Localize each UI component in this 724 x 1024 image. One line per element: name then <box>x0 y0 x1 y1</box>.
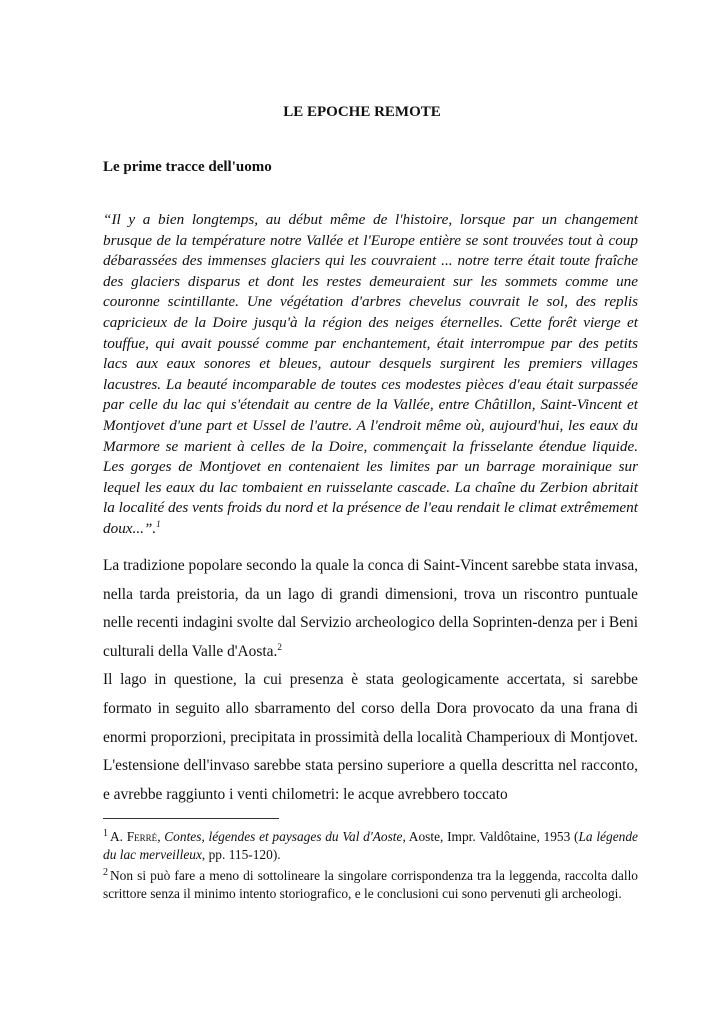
footnote-ref-1[interactable]: 1 <box>156 518 161 529</box>
quotation-text: “Il y a bien longtemps, au début même de l'histoire, lorsque par un changement brusque de la température notre Vallée et l'Europe entière se sont trouvées tout à coup débarassées des immenses glaciers qui les couvraient ... notre terre était toute fraîche des glaciers disparus et dont les restes demeuraient sur les sommets comme une couronne scintillante. Une végétation d'arbres chevelus couvrait le sol, des replis capricieux de la Doire jusqu'à la région des neiges éternelles. Cette forêt vierge et touffue, qui avait poussé comme par enchantement, était interrompue par des petits lacs aux eaux sonores et bleues, autour desquels surgirent les premiers villages lacustres. La beauté incomparable de toutes ces modestes pièces d'eau était surpassée par celle du lac qui s'étendait au centre de la Vallée, entre Châtillon, Saint-Vincent et Montjovet d'une part et Ussel de l'autre. A l'endroit même où, aujourd'hui, les eaux du Marmore se marient à celles de la Doire, commençait la frisselante étendue liquide. Les gorges de Montjovet en contenaient les limites par un barrage morainique sur lequel les eaux du lac tombaient en ruisselante cascade. La chaîne du Zerbion abritait la localité des vents froids du nord et la présence de l'eau rendait le climat extrêmement doux...”. <box>103 211 638 537</box>
paragraph-1-text: La tradizione popolare secondo la quale la conca di Saint-Vincent sarebbe stata invasa, nella tarda preistoria, da un lago di grandi dimensioni, trova un riscontro puntuale nelle recenti indagini svolte dal Servizio archeologico della Soprinten-denza per i Beni culturali della Valle d'Aosta. <box>103 557 638 660</box>
footnote-1-paren: ( <box>574 829 579 844</box>
paragraph-2 <box>103 666 638 809</box>
footnote-2-text: Non si può fare a meno di sottolineare la singolare corrispondenza tra la leggenda, raccolta dallo scrittore senza il minimo intento storiografico, e le conclusioni cui sono pervenuti gli archeologi. <box>103 868 638 901</box>
chapter-title: LE EPOCHE REMOTE <box>283 104 441 120</box>
paragraph-1 <box>103 552 638 666</box>
footnote-1 <box>103 828 638 863</box>
footnote-1-number: 1 <box>103 827 108 839</box>
footnote-1-pages: , pp. 115-120). <box>201 846 281 862</box>
footnote-2-number: 2 <box>103 866 108 878</box>
footnote-1-chapter: La légende du lac merveilleux <box>103 829 638 862</box>
footnote-1-author-initial: A. <box>110 829 127 844</box>
paragraph-2-text: Il lago in questione, la cui presenza è stata geologicamente accertata, si sarebbe formato in seguito allo sbarramento del corso della Dora provocato da una frana di enormi proporzioni, precipitata in prossimità della località Champerioux di Montjovet. L'estensione dell'invaso sarebbe stata persino superiore a quella descritta nel racconto, e avrebbe raggiunto i venti chilometri: le acque avrebbero toccato <box>103 671 638 803</box>
footnote-1-author-surname: Ferré <box>126 829 158 844</box>
footnote-2 <box>103 867 638 902</box>
footnote-1-publisher: , Aoste, Impr. Valdôtaine, 1953 <box>402 829 571 844</box>
french-quotation <box>103 210 638 540</box>
section-subtitle: Le prime tracce dell'uomo <box>103 159 272 175</box>
footnote-ref-2[interactable]: 2 <box>277 641 282 652</box>
footnote-1-book-title: Contes, légendes et paysages du Val d'Aoste <box>164 829 403 844</box>
body-text <box>103 552 638 809</box>
footnote-1-sep: , <box>157 829 165 844</box>
footnotes <box>103 828 638 906</box>
footnote-separator <box>103 818 279 819</box>
